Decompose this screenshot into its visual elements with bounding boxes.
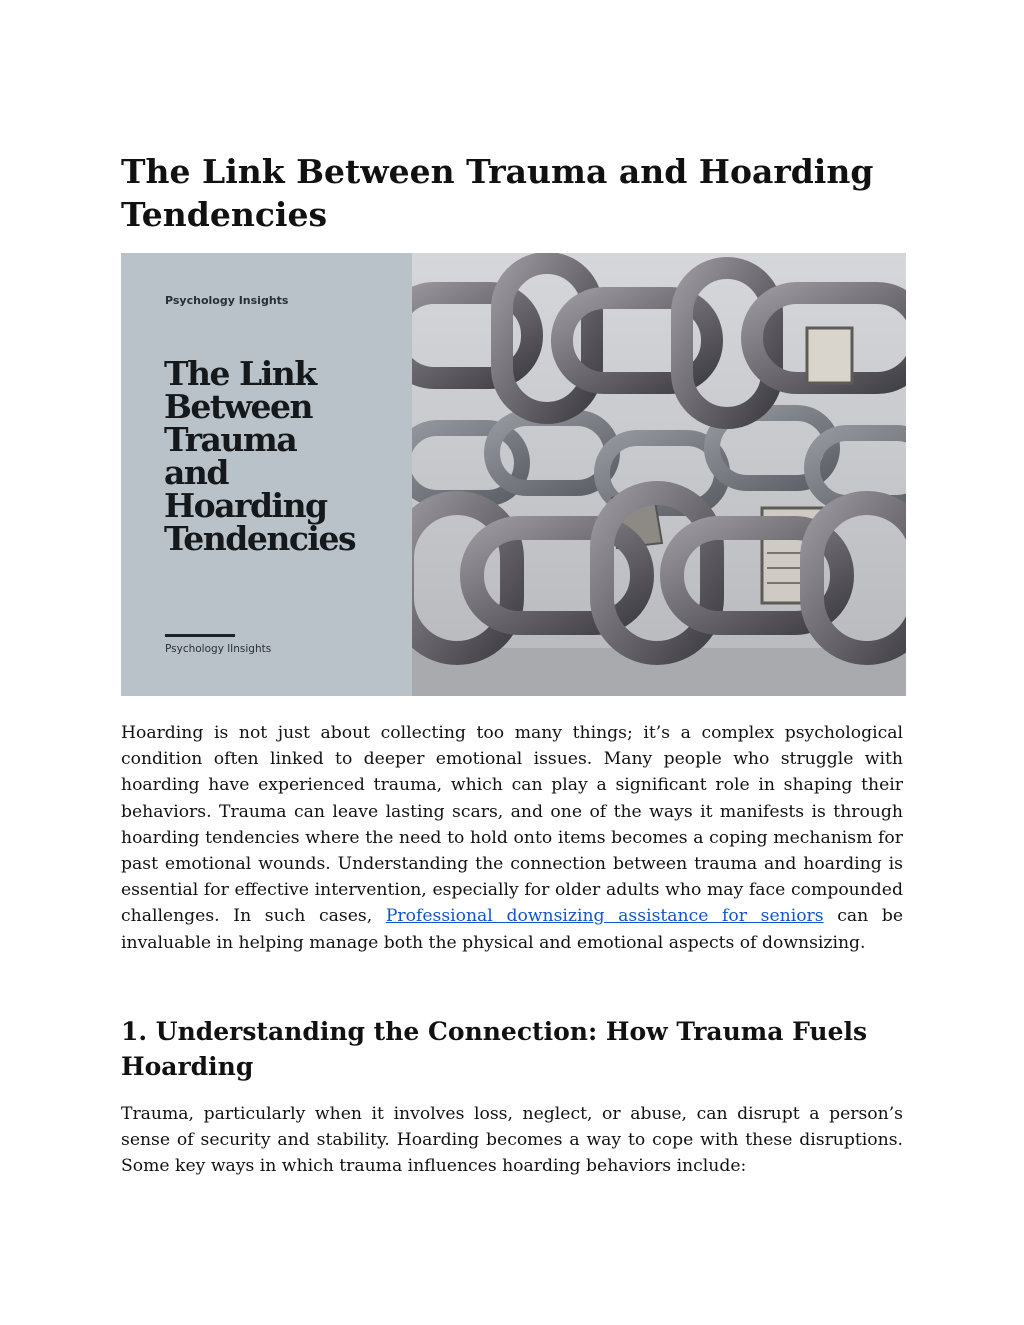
hero-title-line: and [164,453,228,492]
hero-image [121,253,906,696]
hero-title [164,354,404,558]
chain-illustration [412,253,906,696]
section-heading: 1. Understanding the Connection: How Trauma Fuels Hoarding [121,1017,868,1081]
downsizing-assistance-link[interactable]: Professional downsizing assistance for seniors [385,906,824,927]
hero-title-line: The Link [164,354,316,393]
hero-title-line: Hoarding [164,486,327,525]
intro-paragraph [121,720,903,956]
hero-title-line: Tendencies [164,519,356,558]
intro-text-before-link: Hoarding is not just about collecting too many things; it’s a complex psychological condition often linked to deeper emotional issues. Many people who struggle with hoarding have experienced trauma, which can play a significant role in shaping their behaviors. Trauma can leave lasting scars, and one of the ways it manifests is through hoarding tendencies where the need to hold onto items becomes a coping mechanism for past emotional wounds. Understanding the connection between trauma and hoarding is essential for effective intervention, especially for older adults who may face compounded challenges. In such cases, [121,723,903,927]
hero-footer: Psychology lInsights [165,643,272,655]
page-title: The Link Between Trauma and Hoarding Tendencies [121,152,874,234]
section-paragraph: Trauma, particularly when it involves loss, neglect, or abuse, can disrupt a person’s sense of security and stability. Hoarding becomes a way to cope with these disruptions. Some key ways in which trauma influences hoarding behaviors include: [121,1104,903,1177]
hero-text-panel [121,253,412,696]
hero-title-line: Trauma [164,420,297,459]
hero-kicker: Psychology Insights [165,294,289,307]
hero-title-line: Between [164,387,313,426]
intro-text-after-link: can be invaluable in helping manage both the physical and emotional aspects of downsizing. [121,906,903,953]
hero-divider [165,634,235,637]
